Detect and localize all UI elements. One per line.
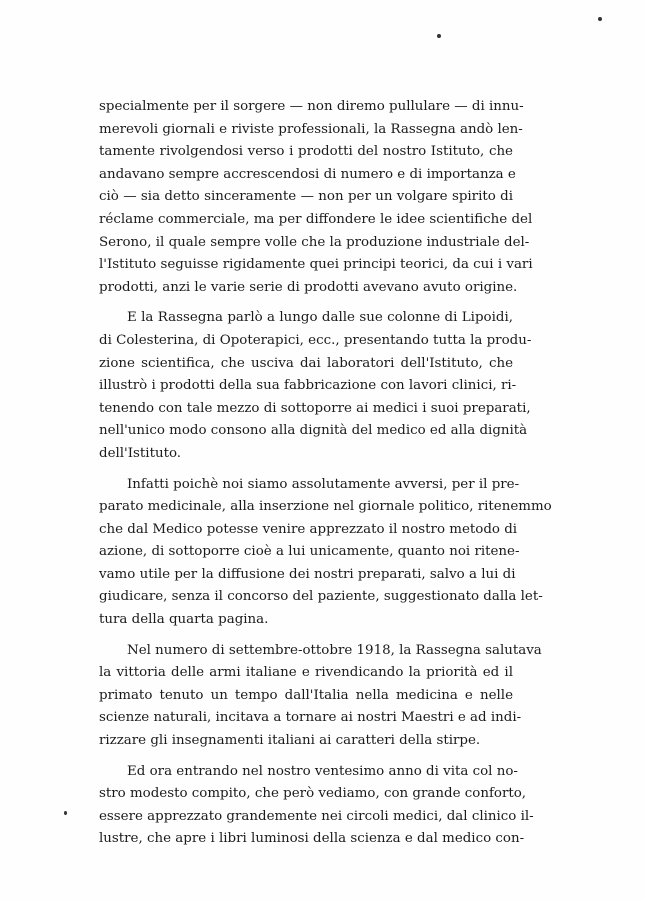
text-line: parato medicinale, alla inserzione nel giornale politico, ritenemmo	[99, 499, 552, 515]
text-line: nell'unico modo consono alla dignità del medico ed alla dignità	[99, 423, 528, 439]
text-line: Ed ora entrando nel nostro ventesimo anno di vita col no-	[127, 763, 518, 779]
paragraph-1	[99, 96, 533, 299]
ink-speck	[437, 34, 441, 38]
text-line: réclame commerciale, ma per diffondere le idee scientifiche del	[99, 211, 533, 227]
text-line: Infatti poichè noi siamo assolutamente avversi, per il pre-	[127, 476, 520, 492]
text-line: tenendo con tale mezzo di sottoporre ai medici i suoi preparati,	[99, 400, 531, 416]
text-line: prodotti, anzi le varie serie di prodotti avevano avuto origine.	[99, 279, 518, 295]
text-line: giudicare, senza il concorso del paziente, suggestionato dalla let-	[99, 589, 543, 605]
text-line: l'Istituto seguisse rigidamente quei principi teorici, da cui i vari	[99, 257, 533, 273]
text-line: specialmente per il sorgere — non diremo pullulare — di innu-	[99, 99, 524, 114]
text-line: scienze naturali, incitava a tornare ai nostri Maestri e ad indi-	[99, 710, 522, 726]
text-line: primato tenuto un tempo dall'Italia nella medicina e nelle	[99, 687, 513, 703]
paragraph-3	[99, 474, 552, 632]
text-line: dell'Istituto.	[99, 445, 182, 461]
text-line: lustre, che apre i libri luminosi della scienza e dal medico con-	[99, 831, 525, 847]
text-line: vamo utile per la diffusione dei nostri preparati, salvo a lui di	[99, 566, 516, 582]
text-line: la vittoria delle armi italiane e rivendicando la priorità ed il	[99, 665, 513, 681]
text-line: stro modesto compito, che però vediamo, con grande conforto,	[99, 786, 527, 802]
text-line: rizzare gli insegnamenti italiani ai caratteri della stirpe.	[99, 733, 481, 749]
text-line: E la Rassegna parlò a lungo dalle sue colonne di Lipoidi,	[127, 310, 513, 326]
text-line: di Colesterina, di Opoterapici, ecc., presentando tutta la produ-	[99, 332, 532, 348]
text-line: che dal Medico potesse venire apprezzato il nostro metodo di	[99, 521, 518, 537]
text-line: Nel numero di settembre-ottobre 1918, la Rassegna salutava	[127, 642, 542, 658]
paragraph-4	[99, 640, 542, 753]
text-line: zione scientifica, che usciva dai laboratori dell'Istituto, che	[99, 355, 513, 371]
text-line: azione, di sottoporre cioè a lui unicamente, quanto noi ritene-	[99, 544, 520, 560]
text-line: ciò — sia detto sinceramente — non per un volgare spirito di	[99, 189, 513, 205]
ink-speck	[598, 17, 602, 21]
text-line: merevoli giornali e riviste professionali, la Rassegna andò len-	[99, 121, 523, 137]
text-line: tura della quarta pagina.	[99, 612, 269, 628]
text-line: andavano sempre accrescendosi di numero e di importanza e	[99, 166, 516, 182]
body-text	[99, 96, 552, 851]
text-line: essere apprezzato grandemente nei circoli medici, dal clinico il-	[99, 808, 534, 824]
paragraph-2	[99, 307, 532, 465]
paragraph-5	[99, 761, 534, 851]
text-line: Serono, il quale sempre volle che la produzione industriale del-	[99, 234, 530, 250]
text-line: illustrò i prodotti della sua fabbricazione con lavori clinici, ri-	[99, 378, 517, 394]
ink-speck	[64, 811, 67, 815]
text-line: tamente rivolgendosi verso i prodotti del nostro Istituto, che	[99, 144, 513, 160]
